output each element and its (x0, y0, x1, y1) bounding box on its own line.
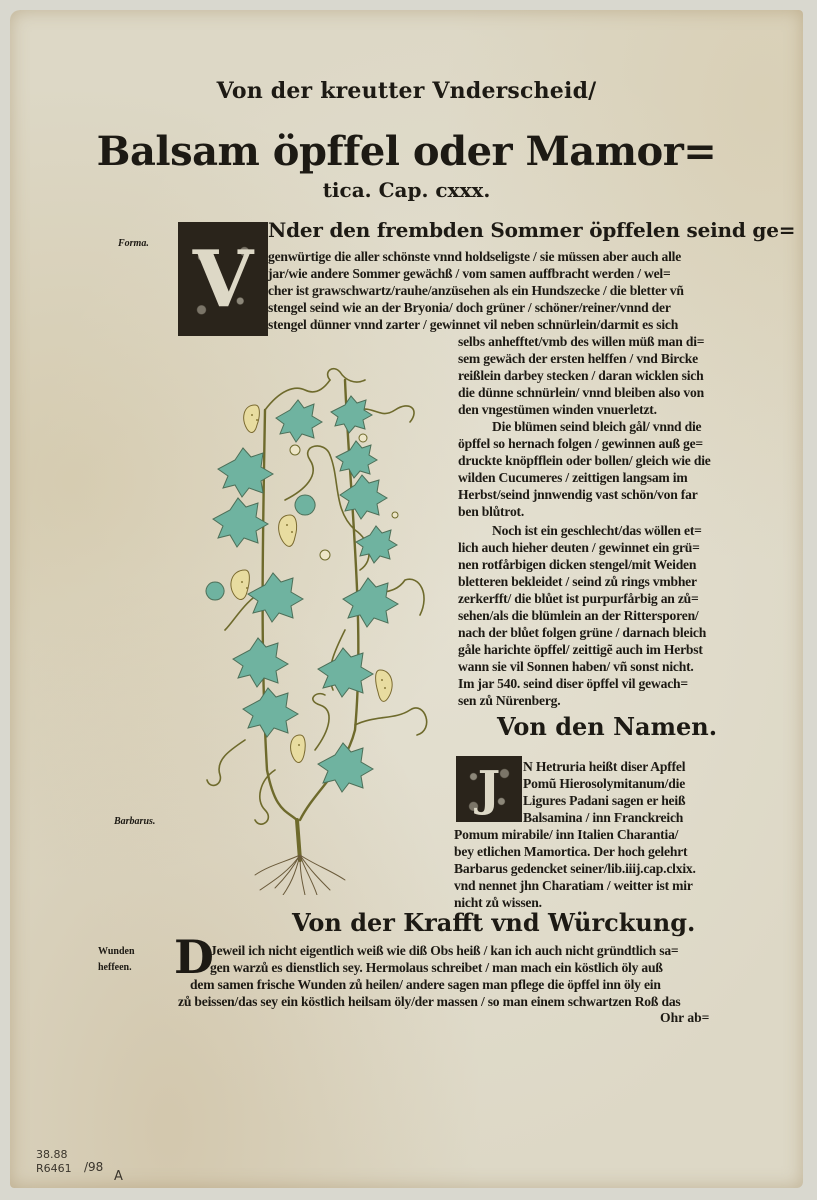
section-heading-namen: Von den Namen. (497, 712, 718, 741)
margin-note-forma: Forma. (118, 238, 149, 249)
text-line: den vngestümen winden vnuerletzt. (458, 402, 657, 417)
archival-accession: R6461 (36, 1162, 72, 1175)
text-line: Pomum mirabile/ inn Italien Charantia/ (454, 827, 679, 842)
text-line: stengel dünner vnnd zarter / gewinnet vil neben schnürlein/darmit es sich (268, 317, 679, 332)
text-line: dem samen frische Wunden zů heilen/ andere sagen man pflege die öpffel inn öly ein (190, 977, 661, 992)
text-line: die dünne schnürlein/ vnnd bleiben also von (458, 385, 704, 400)
text-line: vnd nennet jhn Charatiam / weitter ist mir (454, 878, 693, 893)
text-line: ben blůtrot. (458, 504, 525, 519)
margin-note-wunden: Wunden (98, 946, 135, 957)
text-line: jar/wie andere Sommer gewächß / vom samen auffbracht werden / wel= (268, 266, 671, 281)
text-line: Noch ist ein geschlecht/das wöllen et= (492, 523, 702, 538)
text-line: selbs anhefftet/vmb des willen müß man di= (458, 334, 705, 349)
chapter-title: Balsam öpffel oder Mamor= (96, 128, 717, 175)
running-head: Von der kreutter Vnderscheid/ (216, 78, 597, 104)
text-line: wann sie vil Sonnen haben/ vñ sonst nicht. (458, 659, 694, 674)
text-line: zů beissen/das sey ein köstlich heilsam öly/der massen / so man einem schwartzen Roß das (178, 994, 681, 1009)
text-line: sehen/als die blümlein an der Rittersporen/ (458, 608, 699, 623)
archival-letter: A (114, 1169, 123, 1184)
text-line: cher ist grawschwartz/rauhe/anzüsehen als ein Hundszecke / die bletter vñ (268, 283, 684, 298)
text-line: gåle harichte öpffel/ zeittigẽ auch im Herbst (458, 642, 703, 657)
margin-note-heffeen: heffeen. (98, 962, 132, 973)
catchword: Ohr ab= (660, 1010, 710, 1025)
printed-page (10, 10, 803, 1188)
text-line: Barbarus gedencket seiner/lib.iiij.cap.clxix. (454, 861, 696, 876)
section-heading-krafft: Von der Krafft vnd Würckung. (292, 908, 696, 937)
text-line: nicht zů wissen. (454, 895, 542, 910)
text-line: nen rotfårbigen dicken stengel/mit Weiden (458, 557, 697, 572)
text-line: Balsamina / inn Franckreich (523, 810, 684, 825)
text-line: druckte knöpfflein oder bollen/ gleich wie die (458, 453, 711, 468)
text-line: bey etlichen Mamortica. Der hoch gelehrt (454, 844, 688, 859)
archival-slash-note: /98 (84, 1160, 104, 1174)
text-line: Pomũ Hierosolymitanum/die (523, 776, 686, 791)
text-line: reißlein darbey stecken / daran wicklen sich (458, 368, 704, 383)
ornamental-initial-j: J (456, 756, 522, 822)
text-line: Im jar 540. seind diser öpffel vil gewach= (458, 676, 688, 691)
text-line: bletteren bekleidet / seind zů rings vmbher (458, 574, 697, 589)
text-line: N Hetruria heißt diser Apffel (523, 759, 686, 774)
text-line: öpffel so hernach folgen / gewinnen auß ge= (458, 436, 703, 451)
text-line: wilden Cucumeres / zeittigen langsam im (458, 470, 688, 485)
text-line: sen zů Nürenberg. (458, 693, 561, 708)
text-line: Nder den frembden Sommer öpffelen seind ge= (268, 218, 796, 242)
text-line: Jeweil ich nicht eigentlich weiß wie diß Obs heiß / kan ich auch nicht gründtlich sa= (210, 943, 679, 958)
margin-note-barbarus: Barbarus. (114, 816, 156, 827)
text-line: gen warzů es dienstlich sey. Hermolaus schreibet / man mach ein köstlich öly auß (210, 960, 663, 975)
text-line: zerkerfft/ die blůet ist purpurfårbig an zů= (458, 591, 699, 606)
text-line: nach der blůet folgen grüne / darnach bleich (458, 625, 707, 640)
text-line: stengel seind wie an der Bryonia/ doch grüner / schöner/reiner/vnnd der (268, 300, 671, 315)
text-line: genwürtige die aller schönste vnnd holdseligste / sie müssen aber auch alle (268, 249, 682, 264)
chapter-subtitle: tica. Cap. cxxx. (322, 178, 491, 202)
archival-number: 38.88 (36, 1148, 68, 1161)
text-line: lich auch hieher deuten / gewinnet ein grü= (458, 540, 700, 555)
ornamental-initial-v: V (178, 222, 268, 336)
text-line: Ligures Padani sagen er heiß (523, 793, 686, 808)
text-line: sem gewäch der ersten helffen / vnd Bircke (458, 351, 698, 366)
text-line: Die blümen seind bleich gål/ vnnd die (492, 419, 702, 434)
drop-initial-d: D (174, 930, 214, 984)
text-line: Herbst/seind jnnwendig vast schön/von far (458, 487, 698, 502)
balsam-apple-woodcut-illustration (205, 350, 455, 895)
